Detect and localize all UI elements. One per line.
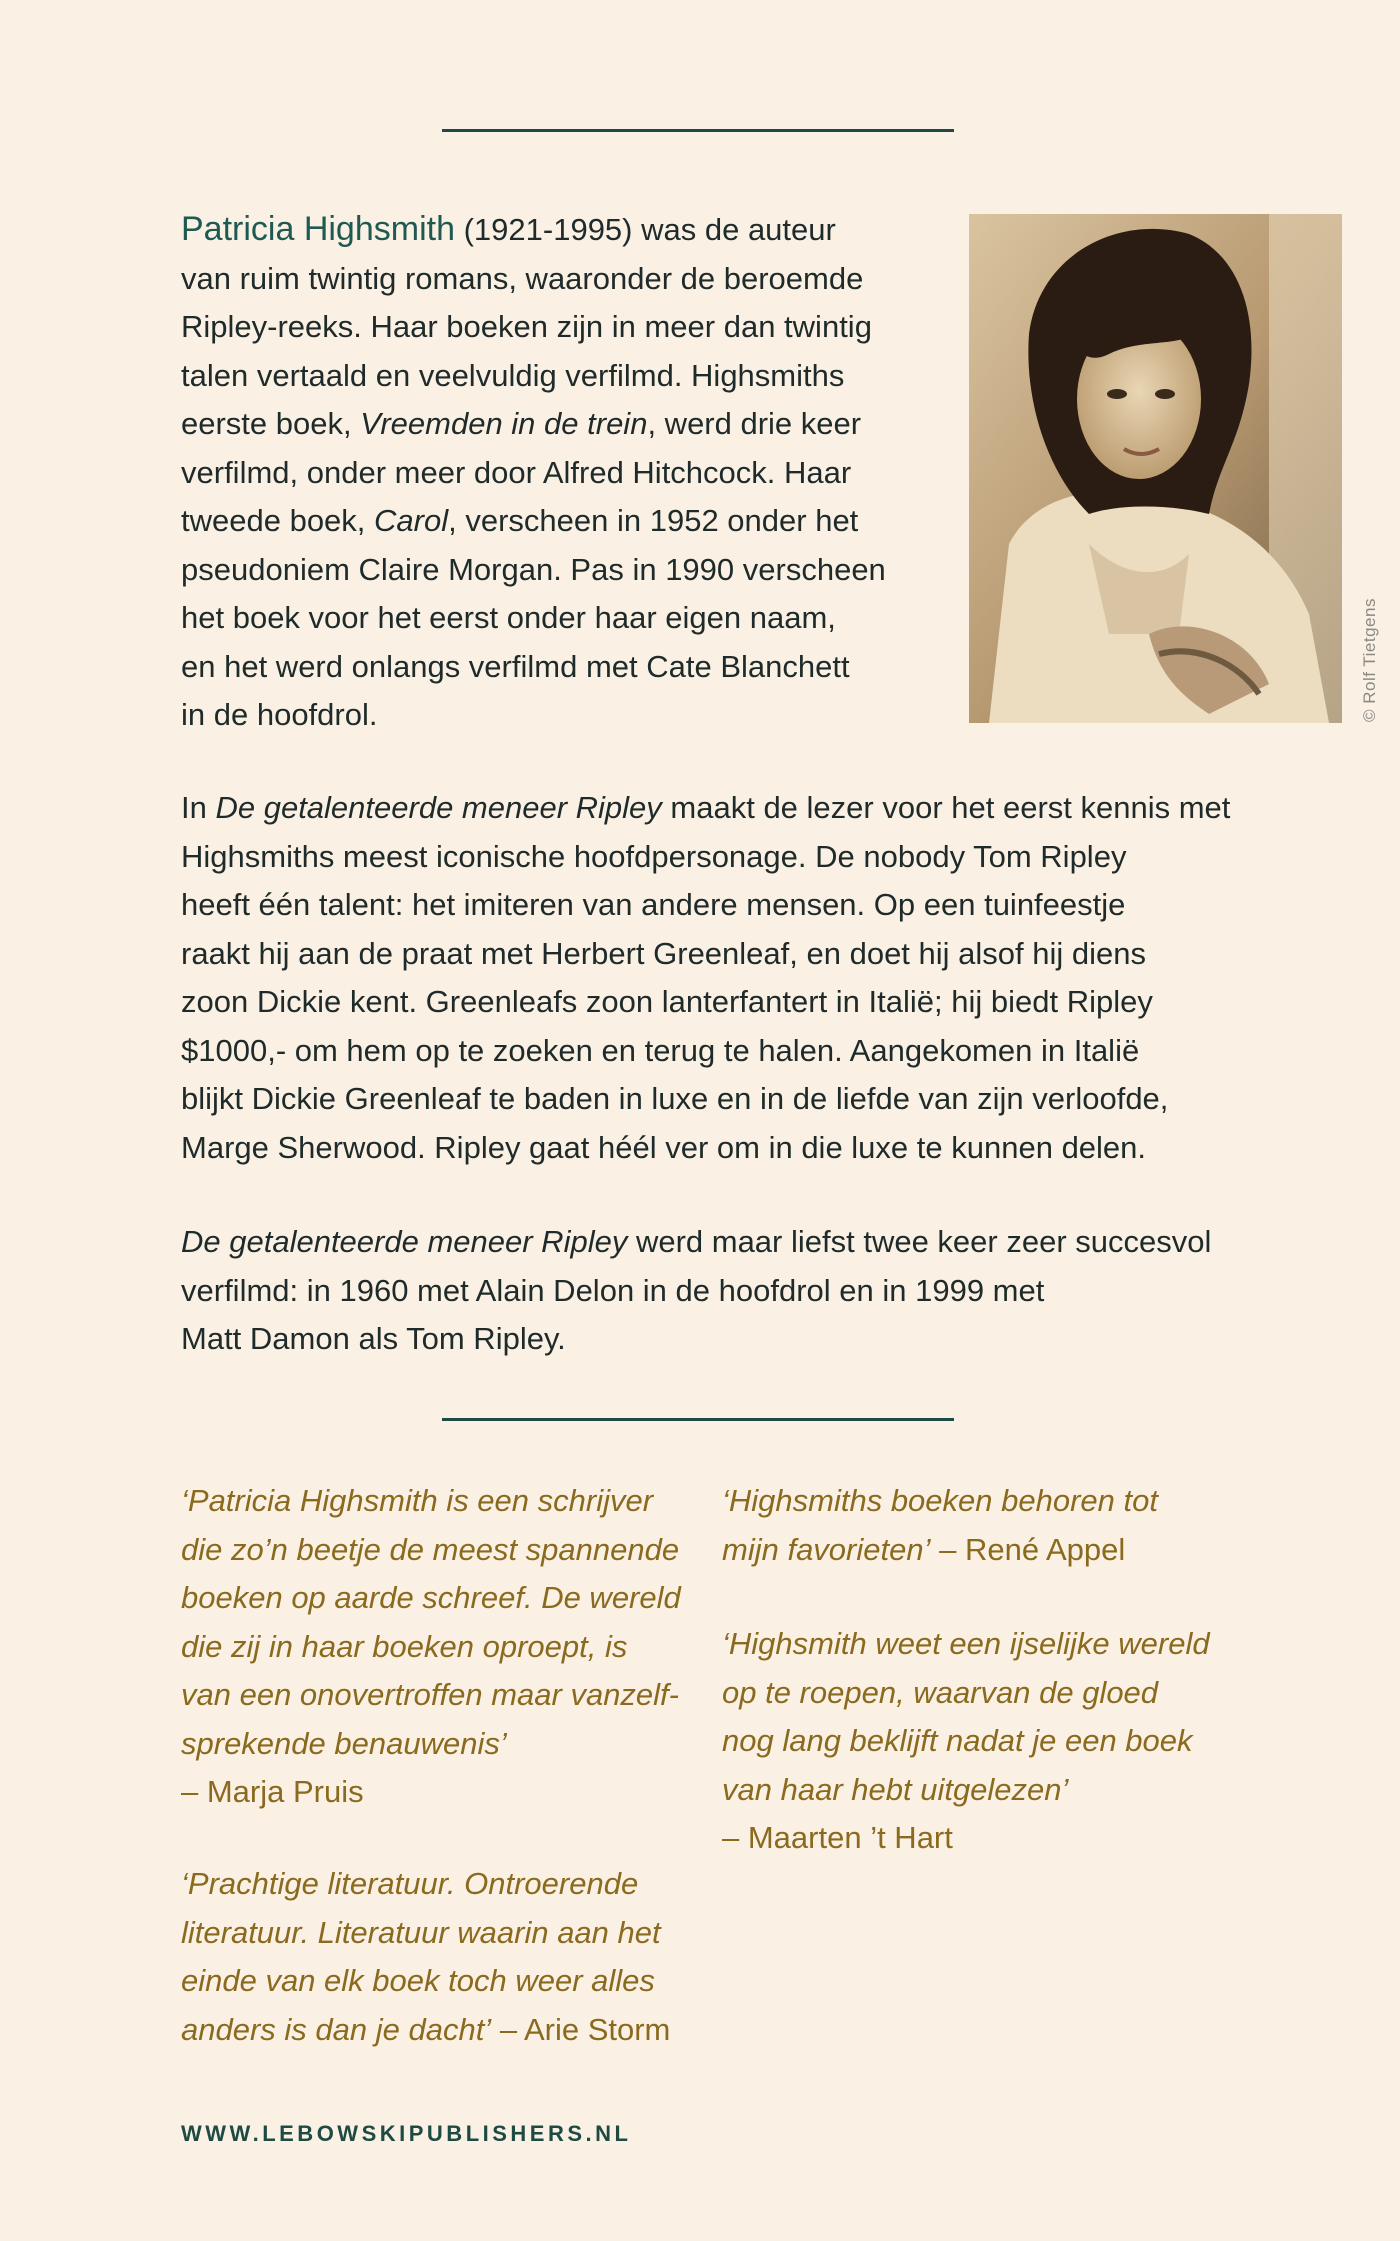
- films-paragraph: De getalenteerde meneer Ripley werd maar liefst twee keer zeer succesvol verfilmd: in 1960 met Alain Delon in de hoofdrol en in 1999 met Matt Damon als Tom Ripley.: [181, 1224, 1212, 1356]
- top-divider: [442, 129, 954, 132]
- publisher-website-link[interactable]: WWW.LEBOWSKIPUBLISHERS.NL: [181, 2121, 632, 2146]
- author-photo: [969, 214, 1342, 723]
- quote-author: – Marja Pruis: [181, 1774, 364, 1809]
- review-quote-thart: ‘Highsmith weet een ijselijke wereld op te roepen, waarvan de gloed nog lang beklijft nadat je een boek van haar hebt uitgelezen’ – Maarten ’t Hart: [722, 1620, 1242, 1863]
- book-title: Vreemden in de trein: [360, 406, 648, 441]
- review-quote-storm: ‘Prachtige literatuur. Ontroerende literatuur. Literatuur waarin aan het einde van elk boek toch weer alles anders is dan je dacht’ – Arie Storm: [181, 1866, 671, 2047]
- book-title: De getalenteerde meneer Ripley: [181, 1224, 628, 1259]
- quote-author: – René Appel: [930, 1531, 1126, 1567]
- quote-author: – Maarten ’t Hart: [722, 1820, 953, 1855]
- summary-paragraph: In De getalenteerde meneer Ripley maakt de lezer voor het eerst kennis met Highsmiths meest iconische hoofdpersonage. De nobody Tom Ripley heeft één talent: het imiteren van andere mensen. Op een tuinfeestje raakt hij aan de praat met Herbert Greenleaf, en doet hij alsof hij diens zoon Dickie kent. Greenleafs zoon lanterfantert in Italië; hij biedt Ripley $1000,- om hem op te zoeken en terug te halen. Aangekomen in Italië blijkt Dickie Greenleaf te baden in luxe en in de liefde van zijn verloofde, Marge Sherwood. Ripley gaat héél ver om in die luxe te kunnen delen.: [181, 790, 1231, 1165]
- review-quote-pruis: ‘Patricia Highsmith is een schrijver die zo’n beetje de meest spannende boeken op aarde schreef. De wereld die zij in haar boeken oproept, is van een onovertroffen maar vanzelf- sprekende benauwenis’ – Marja Pruis: [181, 1477, 701, 1817]
- quote-author: – Arie Storm: [491, 2011, 671, 2047]
- middle-divider: [442, 1418, 954, 1421]
- author-portrait-image: [969, 214, 1342, 723]
- review-quote-appel: ‘Highsmiths boeken behoren tot mijn favorieten’ – René Appel: [722, 1483, 1158, 1567]
- author-bio: Patricia Highsmith (1921-1995) was de auteur van ruim twintig romans, waaronder de beroemde Ripley-reeks. Haar boeken zijn in meer dan twintig talen vertaald en veelvuldig verfilmd. Highsmiths eerste boek, Vreemden in de trein, werd drie keer verfilmd, onder meer door Alfred Hitchcock. Haar tweede boek, Carol, verscheen in 1952 onder het pseudoniem Claire Morgan. Pas in 1990 verscheen het boek voor het eerst onder haar eigen naam, en het werd onlangs verfilmd met Cate Blanchett in de hoofdrol.: [181, 210, 886, 732]
- author-name: Patricia Highsmith: [181, 210, 455, 248]
- book-title: Carol: [374, 503, 449, 538]
- book-title: De getalenteerde meneer Ripley: [215, 790, 662, 825]
